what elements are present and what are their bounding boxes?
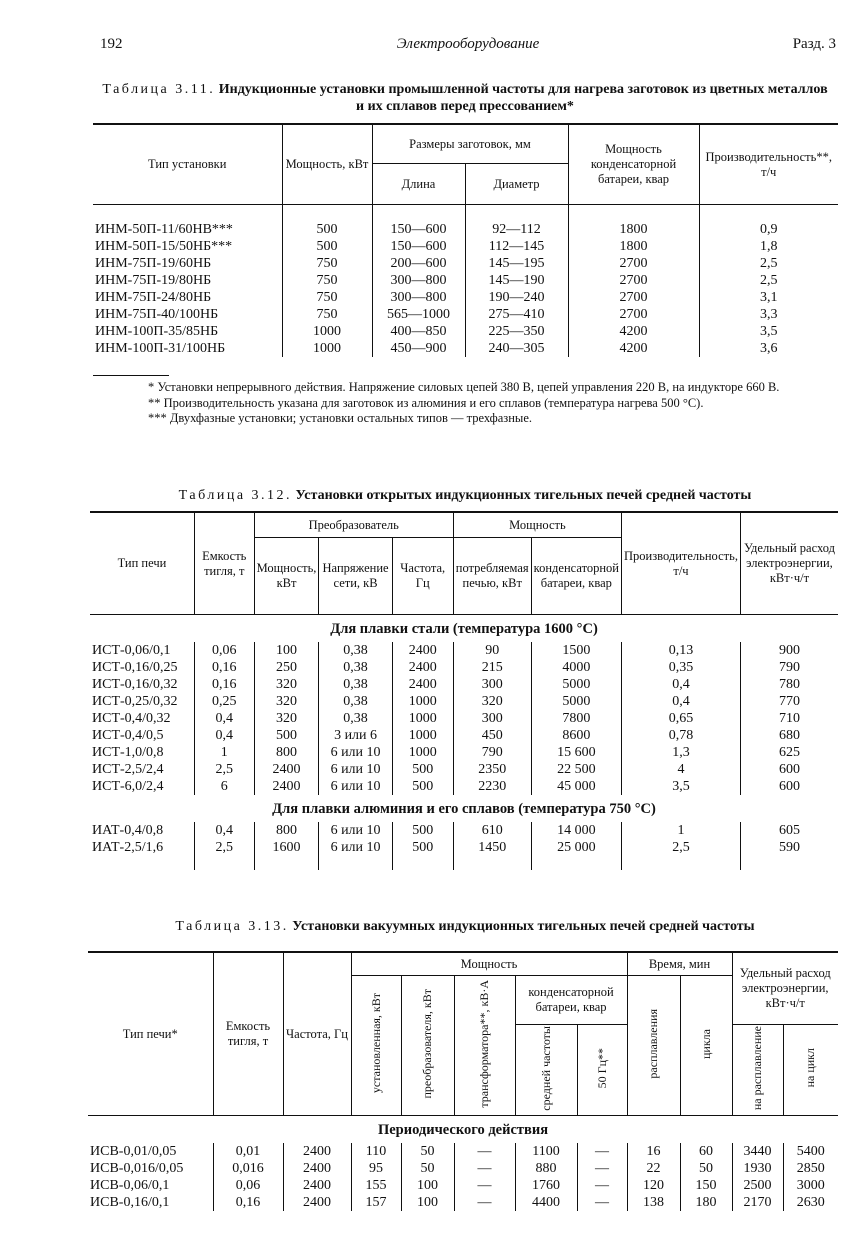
col-converter: Преобразователь: [254, 512, 453, 538]
col-transformer: трансформатора**, кВ·А: [454, 976, 515, 1116]
col-productivity: Производительность**, т/ч: [699, 124, 838, 205]
col-power: Мощность: [351, 952, 627, 976]
table-row: ИСВ-0,16/0,1 0,16 2400 157 100 — 4400 — 138 180 2170 2630: [88, 1194, 838, 1211]
table-3-11-title: [100, 81, 830, 115]
col-cycle: цикла: [680, 976, 732, 1116]
table-row: ИСТ-1,0/0,8 1 800 6 или 10 1000 790 15 600 1,3 625: [90, 744, 838, 761]
table-caption: Установки вакуумных индукционных тигельных печей средней частоты: [292, 919, 755, 934]
col-conv-voltage: Напряжение сети, кВ: [319, 538, 392, 615]
col-freq: Частота, Гц: [283, 952, 351, 1116]
page-number: 192: [100, 36, 123, 52]
table-row: ИСТ-0,16/0,25 0,16 250 0,38 2400 215 4000 0,35 790: [90, 659, 838, 676]
table-3-13: [88, 951, 838, 1211]
col-spec-cycle: на цикл: [783, 1025, 838, 1116]
section-heading: Для плавки алюминия и его сплавов (температура 750 °С): [272, 801, 656, 817]
footnote-3: *** Двухфазные установки; установки остальных типов — трехфазные.: [148, 411, 532, 425]
part-label: Разд. 3: [792, 36, 836, 52]
table-caption: Установки открытых индукционных тигельных печей средней частоты: [295, 488, 752, 503]
table-caption: Индукционные установки промышленной частоты для нагрева заготовок из цветных металлов и их сплавов перед прессованием*: [218, 82, 828, 114]
table-3-12-title: [100, 487, 830, 504]
table-row: ИНМ-100П-35/85НБ 1000 400—850 225—350 4200 3,5: [93, 323, 838, 340]
table-row: ИСТ-0,4/0,32 0,4 320 0,38 1000 300 7800 0,65 710: [90, 710, 838, 727]
table-row: ИНМ-75П-40/100НБ 750 565—1000 275—410 2700 3,3: [93, 306, 838, 323]
table-row: ИНМ-50П-15/50НБ*** 500 150—600 112—145 1800 1,8: [93, 238, 838, 255]
table-row: ИАТ-0,4/0,8 0,4 800 6 или 10 500 610 14 000 1 605: [90, 822, 838, 839]
table-row: ИСТ-2,5/2,4 2,5 2400 6 или 10 500 2350 22 500 4 600: [90, 761, 838, 778]
col-conv-freq: Частота, Гц: [392, 538, 453, 615]
table-row: ИСТ-0,4/0,5 0,4 500 3 или 6 1000 450 8600 0,78 680: [90, 727, 838, 744]
col-specific: Удельный расход электроэнергии, кВт·ч/т: [732, 952, 838, 1025]
col-length: Длина: [372, 164, 465, 205]
footnote-1: * Установки непрерывного действия. Напряжение силовых цепей 380 В, цепей управления 220 В, на индукторе 660 В.: [148, 380, 780, 394]
col-sizes: Размеры заготовок, мм: [372, 124, 568, 164]
table-row: ИНМ-100П-31/100НБ 1000 450—900 240—305 4200 3,6: [93, 340, 838, 357]
table-label: Таблица 3.12.: [178, 488, 293, 503]
table-row: ИСВ-0,06/0,1 0,06 2400 155 100 — 1760 — 120 150 2500 3000: [88, 1177, 838, 1194]
col-productivity: Производительность, т/ч: [622, 512, 741, 615]
col-type: Тип установки: [93, 124, 282, 205]
col-capacity: Емкость тигля, т: [194, 512, 254, 615]
table-row: ИСТ-6,0/2,4 6 2400 6 или 10 500 2230 45 000 3,5 600: [90, 778, 838, 795]
table-row: ИСТ-0,25/0,32 0,25 320 0,38 1000 320 5000 0,4 770: [90, 693, 838, 710]
footnotes: [90, 380, 838, 427]
col-cap-mid: средней частоты: [515, 1025, 577, 1116]
table-row: ИСТ-0,06/0,1 0,06 100 0,38 2400 90 1500 0,13 900: [90, 642, 838, 659]
table-label: Таблица 3.11.: [102, 82, 216, 97]
table-row: ИСТ-0,16/0,32 0,16 320 0,38 2400 300 5000 0,4 780: [90, 676, 838, 693]
table-row: ИНМ-75П-19/80НБ 750 300—800 145—190 2700 2,5: [93, 272, 838, 289]
running-head: [100, 36, 836, 58]
col-spec-melt: на расплавление: [732, 1025, 783, 1116]
table-3-11: [93, 123, 838, 357]
col-converter: преобразователя, кВт: [401, 976, 454, 1116]
col-time: Время, мин: [627, 952, 732, 976]
col-capacitor: конденсаторной батареи, квар: [515, 976, 627, 1025]
table-row: ИНМ-75П-19/60НБ 750 200—600 145—195 2700 2,5: [93, 255, 838, 272]
section-heading: Периодического действия: [377, 1122, 549, 1138]
table-row: ИСВ-0,01/0,05 0,01 2400 110 50 — 1100 — 16 60 3440 5400: [88, 1143, 838, 1160]
col-cap-50: 50 Гц**: [577, 1025, 627, 1116]
table-row: ИСВ-0,016/0,05 0,016 2400 95 50 — 880 — 22 50 1930 2850: [88, 1160, 838, 1177]
col-conv-power: Мощность, кВт: [254, 538, 319, 615]
table-row: ИНМ-50П-11/60НВ*** 500 150—600 92—112 1800 0,9: [93, 221, 838, 238]
col-melt: расплавления: [627, 976, 680, 1116]
table-row: ИНМ-75П-24/80НБ 750 300—800 190—240 2700 3,1: [93, 289, 838, 306]
col-consumed: потребляемая печью, кВт: [453, 538, 531, 615]
table-row: ИАТ-2,5/1,6 2,5 1600 6 или 10 500 1450 25 000 2,5 590: [90, 839, 838, 856]
col-installed: установленная, кВт: [351, 976, 401, 1116]
col-capacitor: конденсаторной батареи, квар: [531, 538, 621, 615]
col-capacity: Емкость тигля, т: [213, 952, 283, 1116]
section-heading: Для плавки стали (температура 1600 °С): [330, 621, 598, 637]
footnote-2: ** Производительность указана для заготовок из алюминия и его сплавов (температура нагрева 500 °С).: [148, 395, 704, 410]
col-type: Тип печи: [90, 512, 194, 615]
table-label: Таблица 3.13.: [175, 919, 289, 934]
section-title: Электрооборудование: [396, 36, 540, 52]
col-diameter: Диаметр: [465, 164, 568, 205]
col-power: Мощность: [453, 512, 621, 538]
col-capacitor: Мощность конденсаторной батареи, квар: [568, 124, 699, 205]
table-3-13-title: [100, 918, 830, 935]
table-3-12: [90, 511, 838, 870]
col-type: Тип печи*: [88, 952, 213, 1116]
col-specific: Удельный расход электроэнергии, кВт·ч/т: [740, 512, 838, 615]
col-power: Мощность, кВт: [282, 124, 372, 205]
footnote-rule: [93, 375, 169, 376]
